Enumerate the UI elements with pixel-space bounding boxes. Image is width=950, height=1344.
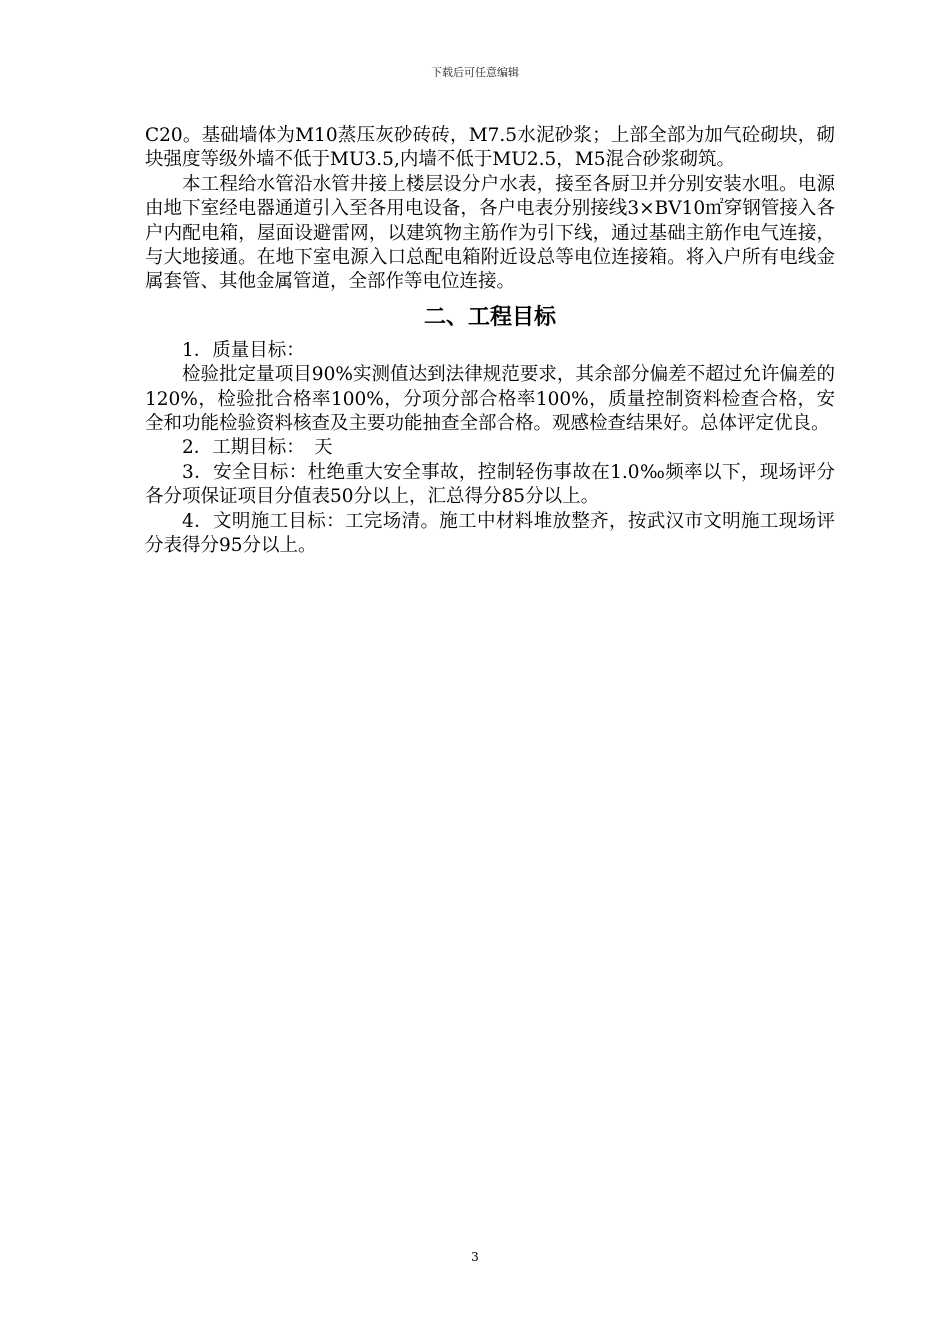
paragraph-utilities: 本工程给水管沿水管井接上楼层设分户水表，接至各厨卫并分别安装水咀。电源由地下室经电器通道引入至各用电设备，各户电表分别接线3×BV10㎡穿钢管接入各户内配电箱，屋面设避雷网，以建筑物主筋作为引下线，通过基础主筋作电气连接，与大地接通。在地下室电源入口总配电箱附近设总等电位连接箱。将入户所有电线金属套管、其他金属管道，全部作等电位连接。 bbox=[145, 173, 835, 293]
quality-goal-title: 1．质量目标： bbox=[182, 339, 305, 361]
civilized-construction-goal: 4．文明施工目标：工完场清。施工中材料堆放整齐，按武汉市文明施工现场评分表得分95分以上。 bbox=[145, 510, 835, 557]
page-number: 3 bbox=[471, 1250, 479, 1264]
quality-goal-text: 检验批定量项目90%实测值达到法律规范要求，其余部分偏差不超过允许偏差的120%，检验批合格率100%，分项分部合格率100%，质量控制资料检查合格，安全和功能检验资料核查及主要功能抽查全部合格。观感检查结果好。总体评定优良。 bbox=[145, 364, 835, 435]
safety-goal: 3．安全目标：杜绝重大安全事故，控制轻伤事故在1.0‰频率以下，现场评分各分项保证项目分值表50分以上，汇总得分85分以上。 bbox=[145, 461, 835, 508]
page-header: 下载后可任意编辑 bbox=[431, 66, 519, 79]
section-heading: 二、工程目标 bbox=[423, 304, 556, 330]
paragraph-foundation: C20。基础墙体为M10蒸压灰砂砖砖，M7.5水泥砂浆；上部全部为加气砼砌块，砌块强度等级外墙不低于MU3.5,内墙不低于MU2.5，M5混合砂浆砌筑。 bbox=[145, 125, 835, 171]
document-body bbox=[145, 124, 835, 559]
schedule-goal: 2．工期目标： 天 bbox=[182, 437, 333, 459]
